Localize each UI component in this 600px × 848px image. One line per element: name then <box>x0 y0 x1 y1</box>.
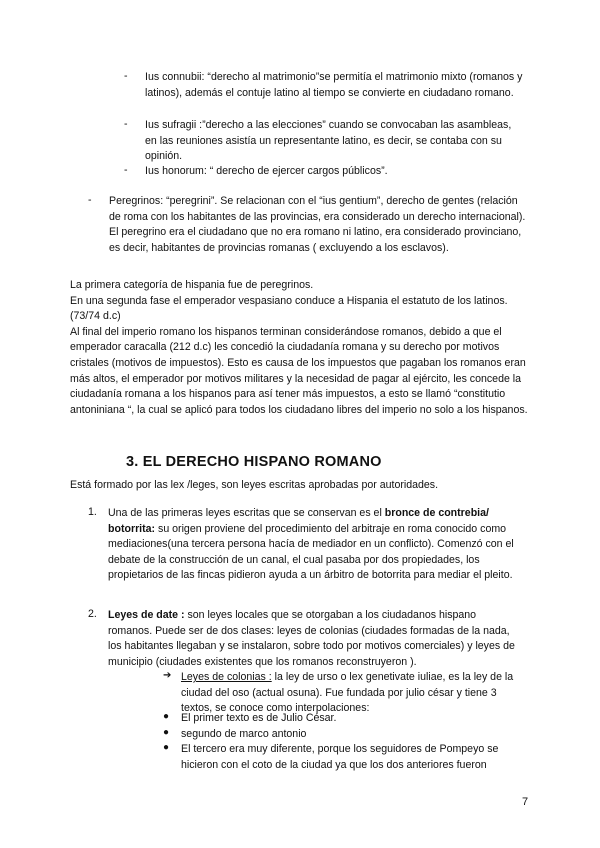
paragraph: En una segunda fase el emperador vespasiano conduce a Hispania el estatuto de los latinos. (73/74 d.c) <box>70 294 508 323</box>
list-item <box>163 711 528 727</box>
item-number: 1. <box>88 506 97 518</box>
bullet-icon: ● <box>163 742 170 753</box>
numbered-item-2 <box>88 608 518 670</box>
list-item <box>124 118 524 165</box>
paragraph: Al final del imperio romano los hispanos terminan considerándose romanos, debido a que el emperador caracalla (212 d.c) les concedió la ciudadanía romana y su derecho por motivos cristales (motivos de impuestos). Esto es causa de los impuestos que pagaban los romanos eran más altos, el emperador por motivos militares y la necesidad de pagar al ejército, les concede la ciudadanía romana a los hispanos para así tener más impuestos, a esto se llamó “constitutio antoniniana “, la cual se aplicó para todos los ciudadano libres del imperio no solo a los hispanos. <box>70 325 528 416</box>
section-intro: Está formado por las lex /leges, son leyes escritas aprobadas por autoridades. <box>70 479 439 491</box>
section-heading: 3. EL DERECHO HISPANO ROMANO <box>126 454 382 470</box>
item-text: Leyes de date : son leyes locales que se otorgaban a los ciudadanos hispano romanos. Puede ser de dos clases: leyes de colonias (ciudades formadas de la nada, los habitantes llegaban y se instalaron, sobre todo por motivos comerciales) y leyes de municipio (ciudades existentes que los romanos reconstruyeron ). <box>108 609 515 668</box>
numbered-item-1 <box>88 506 518 584</box>
body-paragraphs <box>70 278 528 418</box>
colonias-text: Leyes de colonias : la ley de urso o lex genetivate iuliae, es la ley de la ciudad del oso (actual osuna). Fue fundada por julio césar y tiene 3 textos, se conoce como interpolaciones: <box>181 671 514 715</box>
page-number: 7 <box>522 796 529 808</box>
dash-marker: - <box>124 118 128 130</box>
bullet-icon: ● <box>163 727 170 738</box>
list-item <box>163 727 528 743</box>
list-item-text: Ius sufragii :”derecho a las elecciones” cuando se convocaban las asambleas, en las reuniones asistía un representante latino, es decir, se contaba con su opinión. <box>145 119 512 163</box>
peregrinos-item <box>88 194 528 256</box>
peregrinos-text: Peregrinos: “peregrini”. Se relacionan con el “ius gentium”, derecho de gentes (relación de roma con los habitantes de las provincias, era considerado un derecho internacional). El peregrino era el ciudadano que no era romano ni latino, era considerado provinciano, es decir, habitantes de provincias romanas ( excluyendo a los esclavos). <box>109 195 526 254</box>
list-item-text: Ius honorum: “ derecho de ejercer cargos públicos”. <box>145 165 388 177</box>
arrow-icon: ➔ <box>163 670 172 681</box>
list-item <box>124 164 524 180</box>
bold-term: bronce de contrebia/ botorrita: <box>108 507 489 535</box>
dash-marker: - <box>88 194 92 206</box>
item-text: Una de las primeras leyes escritas que se conservan es el bronce de contrebia/ botorrita: su origen proviene del procedimiento del arbitraje en roma conocido como mediaciones(una tercera persona hacía de mediador en un conflicto). Comenzó con el debate de la construcción de un canal, el cual pasaba por dos propiedades, los propietarios de las fincas pidieron ayuda a un árbitro de botorrita para mediar el pleito. <box>108 507 514 582</box>
paragraph: La primera categoría de hispania fue de peregrinos. <box>70 279 314 291</box>
dash-marker: - <box>124 164 128 176</box>
list-item <box>163 742 528 773</box>
underlined-term: Leyes de colonias : <box>181 671 272 683</box>
list-item-text: Ius connubii: “derecho al matrimonio”se permitía el matrimonio mixto (romanos y latinos), además el contuje latino al tiempo se convierte en ciudadano romano. <box>145 71 523 99</box>
bullet-text: El primer texto es de Julio César. <box>181 712 337 724</box>
dash-marker: - <box>124 70 128 82</box>
item-number: 2. <box>88 608 97 620</box>
bullet-text: segundo de marco antonio <box>181 728 307 740</box>
bullet-text: El tercero era muy diferente, porque los seguidores de Pompeyo se hicieron con el coto de la ciudad ya que los dos anteriores fueron <box>181 743 499 771</box>
bold-term: Leyes de date : <box>108 609 185 621</box>
list-item <box>124 70 524 101</box>
bullet-icon: ● <box>163 711 170 722</box>
colonias-item <box>163 670 528 717</box>
